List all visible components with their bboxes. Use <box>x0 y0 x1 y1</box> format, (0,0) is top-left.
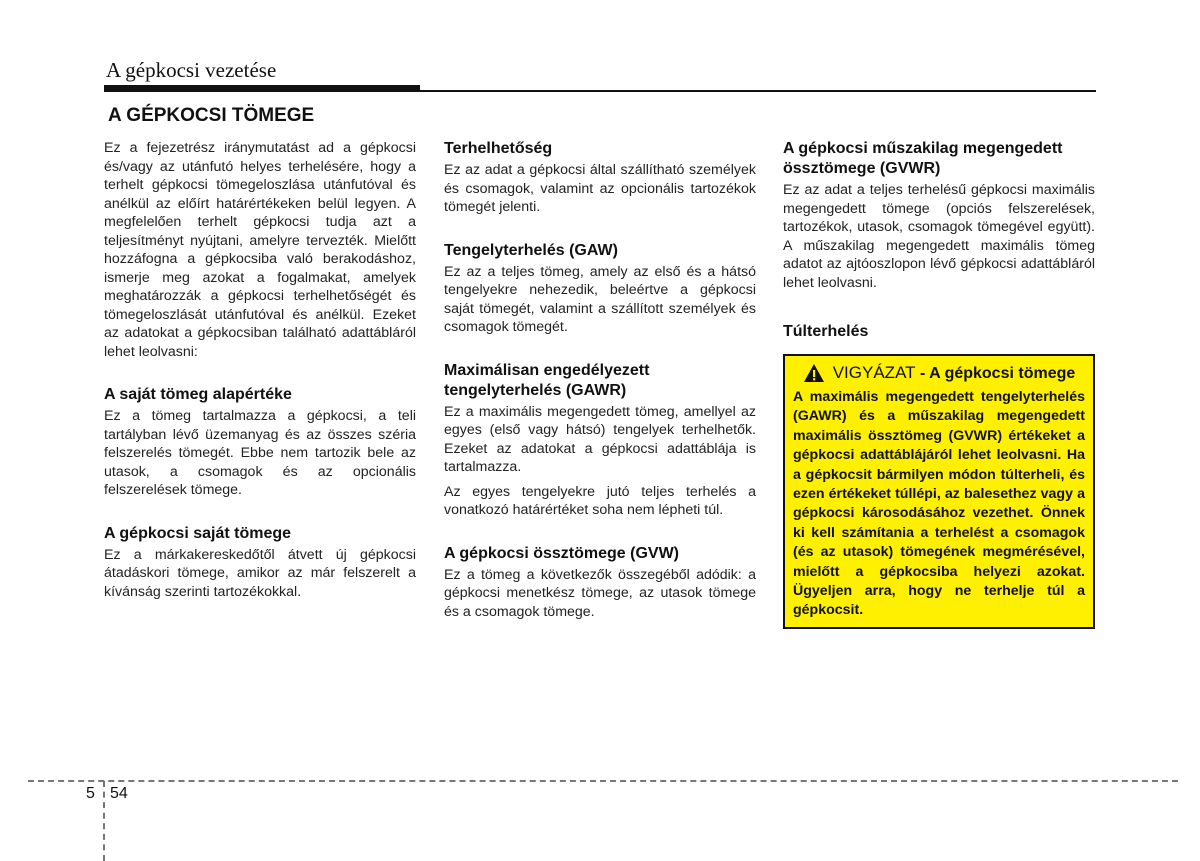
warning-text: A maximális megengedett tengelyterhelés (GAWR) és a műszakilag megengedett maximális össztömeg (GVWR) értékeket a gépkocsi adattáblájáról lehet leolvasni. Ha a gépkocsit bármilyen módon túlterheli, és ezen értékeket túllépi, az balesethez vagy a gépkocsi károsodásához vezethet. Önnek ki kell számítania a terhelést a csomagok (és az utasok) tömegének megmérésével, mielőtt a gépkocsiba helyezi azokat. Ügyeljen arra, hogy ne terhelje túl a gépkocsit. <box>793 389 1085 619</box>
section-title: A GÉPKOCSI TÖMEGE <box>108 105 315 126</box>
paragraph-gvwr: Ez az adat a teljes terhelésű gépkocsi maximális megengedett tömege (opciós felszerelések, tartozékok, utasok, csomagok tömegével együtt). A műszakilag megengedett maximális tömeg adatot az ajtóoszlopon lévő gépkocsi adattábláról lehet leolvasni. <box>783 182 1095 291</box>
header-title: A gépkocsi vezetése <box>106 58 277 82</box>
heading-gawr: Maximálisan engedélyezett tengelyterhelés (GAWR) <box>444 361 650 399</box>
heading-base-curb-weight: A saját tömeg alapértéke <box>104 386 292 403</box>
warning-title: A gépkocsi tömege <box>929 365 1076 382</box>
warning-separator: - <box>915 365 930 382</box>
header-rule-thin <box>420 90 1096 92</box>
paragraph-gawr-2: Az egyes tengelyekre jutó teljes terhelés a vonatkozó határértéket soha nem lépheti túl. <box>444 483 756 518</box>
heading-gvw: A gépkocsi össztömege (GVW) <box>444 544 679 562</box>
column-middle <box>444 139 756 621</box>
warning-box <box>783 354 1095 629</box>
footer-dashed-divider <box>103 781 105 861</box>
paragraph-gaw: Ez az a teljes tömeg, amely az első és a hátsó tengelyekre nehezedik, beleértve a gépkocsi saját tömegét, valamint a szállított személyek és csomagok tömegét. <box>444 263 756 335</box>
warning-label: VIGYÁZAT <box>832 363 916 382</box>
paragraph-gawr-1: Ez a maximális megengedett tömeg, amellyel az egyes (első vagy hátsó) tengelyek terhelhetők. Ezeket az adatokat a gépkocsi adattáblája is tartalmazza. <box>444 403 756 475</box>
intro-paragraph: Ez a fejezetrész iránymutatást ad a gépkocsi és/vagy az utánfutó helyes terhelésére, hogy a terhelt gépkocsi tömegeloszlása utánfutóval és anélkül az előírt határértékeken belül legyen. A megfelelően terhelt gépkocsi tudja azt a teljesítményt nyújtani, amelyre tervezték. Mielőtt hozzáfogna a gépkocsiba való berakodáshoz, ismerje meg azokat a fogalmakat, amelyek meghatározzák a gépkocsi terhelhetőségét és tömegeloszlását utánfutóval és anélkül. Ezeket az adatokat a gépkocsiban található adattábláról lehet leolvasni: <box>104 140 416 360</box>
heading-cargo-weight: Terhelhetőség <box>444 140 553 157</box>
paragraph-base-curb-weight: Ez a tömeg tartalmazza a gépkocsi, a teli tartályban lévő üzemanyag és az összes széria felszerelés tömegét. Ebbe nem tartozik bele az utasok, a csomagok és az opcionális felszerelések tömege. <box>104 408 416 498</box>
header-rule-thick <box>104 85 420 92</box>
heading-gvwr: A gépkocsi műszakilag megengedett össztömege (GVWR) <box>783 140 1063 177</box>
paragraph-gvw: Ez a tömeg a következők összegéből adódik: a gépkocsi menetkész tömege, az utasok tömege és a csomagok tömege. <box>444 566 756 620</box>
column-left <box>104 139 416 601</box>
footer-dashed-rule <box>28 780 1178 782</box>
page-number: 54 <box>110 785 128 802</box>
heading-overloading: Túlterhelés <box>783 323 869 340</box>
heading-vehicle-curb-weight: A gépkocsi saját tömege <box>104 524 292 542</box>
warning-triangle-icon <box>803 363 825 383</box>
column-right <box>783 139 1095 629</box>
chapter-number: 5 <box>86 785 95 802</box>
paragraph-vehicle-curb-weight: Ez a márkakereskedőtől átvett új gépkocsi átadáskori tömege, amikor az már felszerelt a kívánság szerinti tartozékokkal. <box>104 546 416 600</box>
heading-gaw: Tengelyterhelés (GAW) <box>444 241 618 259</box>
paragraph-cargo-weight: Ez az adat a gépkocsi által szállítható személyek és csomagok, valamint az opcionális tartozékok tömegét jelenti. <box>444 162 756 215</box>
